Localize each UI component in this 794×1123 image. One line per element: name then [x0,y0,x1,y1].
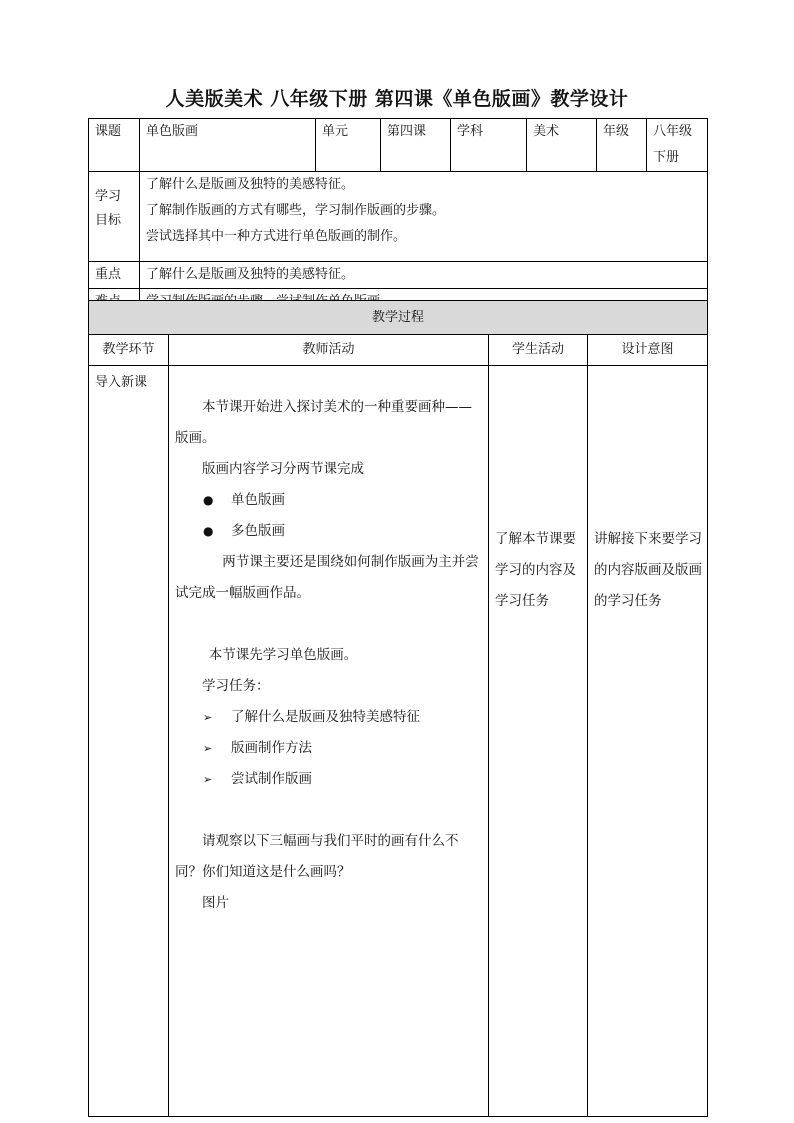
student-activity-cell: 了解本节课要学习的内容及学习任务 [489,366,588,1117]
document-title: 人美版美术 八年级下册 第四课《单色版画》教学设计 [165,88,629,110]
bullet-text-2: 多色版画 [231,523,285,539]
arrow-right-icon: ➢ [203,742,213,755]
bullet-dot-icon: ● [203,493,214,507]
task-item-1 [175,702,482,733]
task-text-3: 尝试制作版画 [231,771,312,787]
goal-line-3: 尝试选择其中一种方式进行单色版画的制作。 [146,229,407,244]
tasks-label: 学习任务： [202,678,270,694]
teacher-summary: 两节课主要还是围绕如何制作版画为主并尝试完成一幅版画作品。 [175,554,479,601]
process-band-title: 教学过程 [89,301,708,335]
task-text-1: 了解什么是版画及独特美感特征 [231,709,420,725]
spacer [175,609,482,640]
info-row-topic [89,119,708,172]
spacer [175,795,482,826]
key-point-label: 重点 [89,262,140,289]
goals-value [140,172,708,262]
goal-line-2: 了解制作版画的方式有哪些，学习制作版画的步骤。 [146,203,446,218]
goal-line-1: 了解什么是版画及独特的美感特征。 [146,177,355,192]
arrow-right-icon: ➢ [203,711,213,724]
image-note: 图片 [202,895,229,911]
teacher-activity-cell [169,366,489,1117]
topic-value: 单色版画 [140,119,316,172]
grade-value: 八年级下册 [647,119,708,172]
process-row-intro [89,366,708,1117]
process-band-row [89,301,708,335]
header-phase: 教学环节 [89,335,169,366]
header-teacher: 教师活动 [169,335,489,366]
topic-label: 课题 [89,119,140,172]
subject-label: 学科 [451,119,527,172]
design-intent-cell: 讲解接下来要学习的内容版画及版画的学习任务 [588,366,708,1117]
teacher-intro: 本节课开始进入探讨美术的一种重要画种——版画。 [175,399,472,446]
task-item-3 [175,764,482,795]
goals-label [89,172,140,262]
bullet-text-1: 单色版画 [231,492,285,508]
unit-value: 第四课 [381,119,451,172]
subject-value: 美术 [527,119,597,172]
task-item-2 [175,733,482,764]
bullet-dot-icon: ● [203,524,214,538]
header-intent: 设计意图 [588,335,708,366]
lesson-info-table [88,118,708,316]
bullet-item-1 [175,485,482,516]
process-header-row [89,335,708,366]
teaching-process-table [88,300,708,1117]
teacher-question: 请观察以下三幅画与我们平时的画有什么不同？你们知道这是什么画吗？ [175,833,459,880]
grade-label: 年级 [597,119,647,172]
bullet-item-2 [175,516,482,547]
task-text-2: 版画制作方法 [231,740,312,756]
goals-label-text: 学习目标 [95,189,122,228]
info-row-goals [89,172,708,262]
phase-cell: 导入新课 [89,366,169,1117]
teacher-plan: 版画内容学习分两节课完成 [202,461,364,477]
key-point-value: 了解什么是版画及独特的美感特征。 [140,262,708,289]
arrow-right-icon: ➢ [203,773,213,786]
header-student: 学生活动 [489,335,588,366]
info-row-key-point [89,262,708,289]
teacher-first: 本节课先学习单色版画。 [208,647,358,663]
unit-label: 单元 [316,119,381,172]
